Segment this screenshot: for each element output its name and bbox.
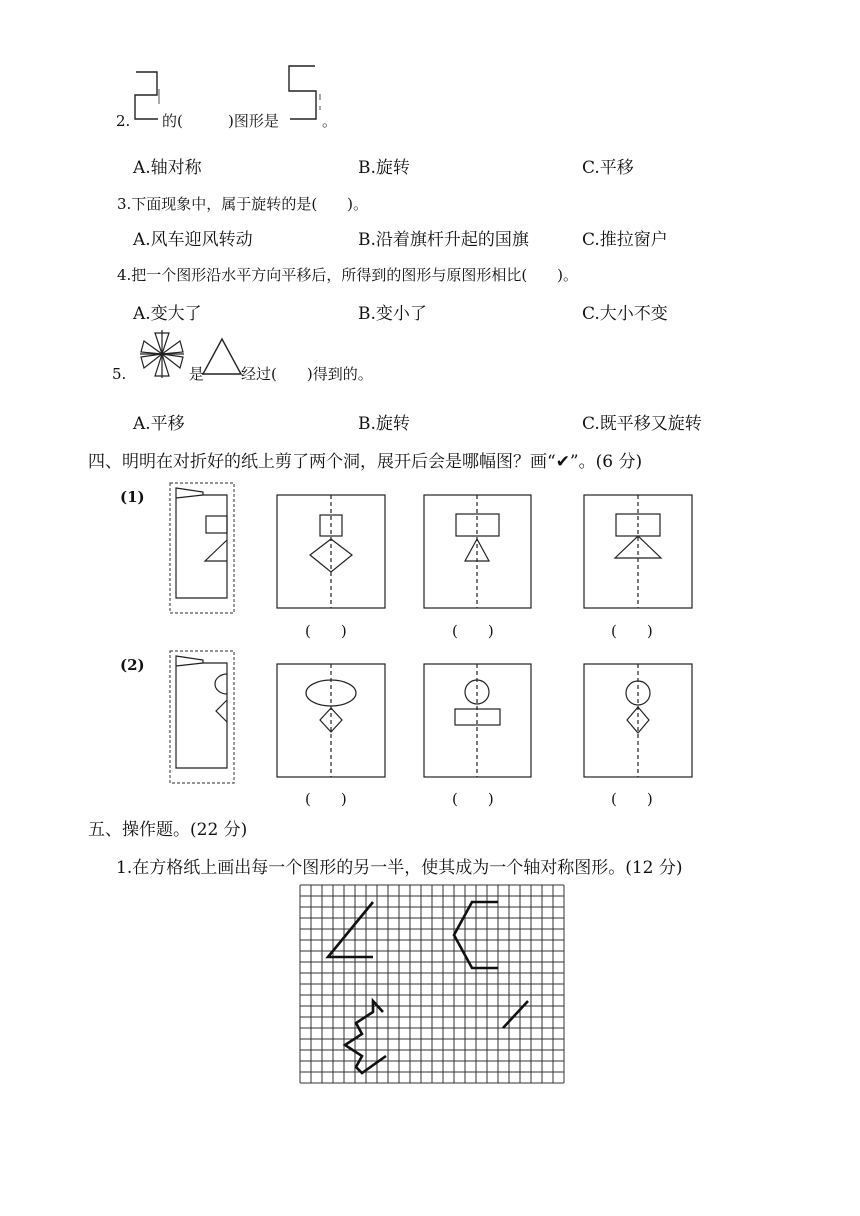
folded-paper-1: [170, 483, 234, 613]
answer-blank-2c[interactable]: ( ): [611, 790, 653, 808]
q5-windmill-figure: [140, 330, 184, 378]
row2-option-b: [424, 664, 531, 777]
row1-option-c: [584, 495, 692, 608]
q4-stem: 4.把一个图形沿水平方向平移后，所得到的图形与原图形相比( )。: [117, 266, 579, 284]
q3-option-a[interactable]: A.风车迎风转动: [133, 230, 253, 250]
q2-option-a[interactable]: A.轴对称: [133, 158, 202, 178]
row2-option-c: [584, 664, 692, 777]
q4-option-c[interactable]: C.大小不变: [582, 304, 668, 324]
folded-paper-2: [170, 651, 234, 783]
q2-text-b: )图形是: [228, 112, 279, 130]
q2-option-b[interactable]: B.旋转: [358, 158, 410, 178]
row1-option-b: [424, 495, 531, 608]
q2-figure-result: [289, 66, 320, 119]
section5-title: 五、操作题。(22 分): [88, 820, 248, 840]
q5-text-a: 是: [189, 365, 205, 383]
row1-option-a: [277, 495, 385, 608]
q5-text-b: 经过( )得到的。: [241, 365, 373, 383]
section5-q1: 1.在方格纸上画出每一个图形的另一半，使其成为一个轴对称图形。(12 分): [116, 858, 683, 878]
q2-text-a: 的(: [162, 112, 183, 130]
q2-figure-original: [135, 72, 159, 119]
q5-option-b[interactable]: B.旋转: [358, 414, 410, 434]
q5-option-c[interactable]: C.既平移又旋转: [582, 414, 702, 434]
section4-title: 四、明明在对折好的纸上剪了两个洞，展开后会是哪幅图？画“✔”。(6 分): [88, 452, 643, 472]
q2-option-c[interactable]: C.平移: [582, 158, 634, 178]
q2-text-end: 。: [322, 112, 338, 130]
grid-paper: [300, 885, 564, 1083]
row2-option-a: [277, 664, 385, 777]
answer-blank-2a[interactable]: ( ): [305, 790, 347, 808]
q3-option-b[interactable]: B.沿着旗杆升起的国旗: [358, 230, 529, 250]
answer-blank-1a[interactable]: ( ): [305, 622, 347, 640]
q3-option-c[interactable]: C.推拉窗户: [582, 230, 668, 250]
row2-label: (2): [120, 656, 145, 674]
q3-stem: 3.下面现象中，属于旋转的是( )。: [117, 195, 369, 213]
q2-number: 2.: [116, 112, 131, 130]
answer-blank-1b[interactable]: ( ): [452, 622, 494, 640]
q5-number: 5.: [112, 365, 127, 383]
q5-triangle-figure: [203, 339, 241, 374]
q4-option-b[interactable]: B.变小了: [358, 304, 427, 324]
q4-option-a[interactable]: A.变大了: [133, 304, 202, 324]
answer-blank-1c[interactable]: ( ): [611, 622, 653, 640]
row1-label: (1): [120, 488, 145, 506]
q5-option-a[interactable]: A.平移: [133, 414, 185, 434]
answer-blank-2b[interactable]: ( ): [452, 790, 494, 808]
